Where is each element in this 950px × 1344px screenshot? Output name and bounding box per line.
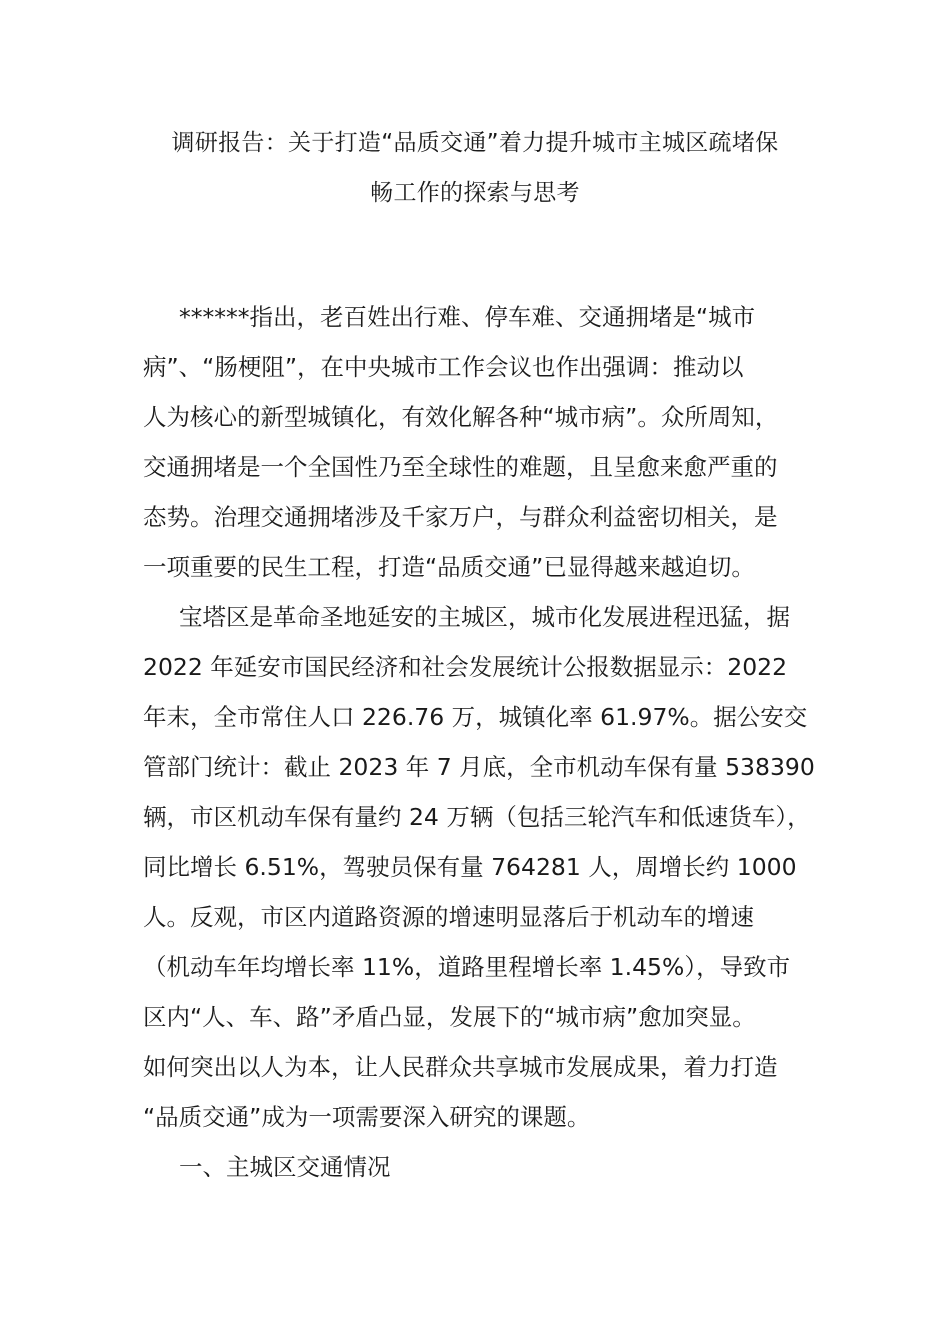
paragraph-line: ******指出，老百姓出行难、停车难、交通拥堵是“城市	[179, 303, 756, 331]
paragraph-line: （机动车年均增长率 11%，道路里程增长率 1.45%），导致市	[143, 953, 791, 981]
paragraph-line: 交通拥堵是一个全国性乃至全球性的难题，且呈愈来愈严重的	[143, 453, 778, 481]
document-body	[143, 292, 815, 1192]
paragraph-line: 人为核心的新型城镇化，有效化解各种“城市病”。众所周知，	[143, 403, 779, 431]
paragraph-line: 区内“人、车、路”矛盾凸显，发展下的“城市病”愈加突显。	[143, 1003, 756, 1031]
paragraph-line: “品质交通”成为一项需要深入研究的课题。	[143, 1103, 591, 1131]
paragraph-line: 一项重要的民生工程，打造“品质交通”已显得越来越迫切。	[143, 553, 755, 581]
section-heading: 一、主城区交通情况	[179, 1153, 391, 1181]
paragraph-1	[143, 292, 815, 592]
paragraph-line: 年末，全市常住人口 226.76 万，城镇化率 61.97%。据公安交	[143, 703, 808, 731]
paragraph-line: 病”、“肠梗阻”，在中央城市工作会议也作出强调：推动以	[143, 353, 744, 381]
paragraph-line: 如何突出以人为本，让人民群众共享城市发展成果，着力打造	[143, 1053, 778, 1081]
title-line-2: 畅工作的探索与思考	[370, 180, 580, 206]
paragraph-2	[143, 592, 815, 1142]
paragraph-line: 辆，市区机动车保有量约 24 万辆（包括三轮汽车和低速货车），	[143, 803, 811, 831]
document-title	[120, 118, 830, 218]
title-line-1: 调研报告：关于打造“品质交通”着力提升城市主城区疏堵保	[171, 130, 779, 156]
paragraph-line: 态势。治理交通拥堵涉及千家万户，与群众利益密切相关，是	[143, 503, 778, 531]
paragraph-line: 管部门统计：截止 2023 年 7 月底，全市机动车保有量 538390	[143, 753, 815, 781]
paragraph-line: 人。反观，市区内道路资源的增速明显落后于机动车的增速	[143, 903, 754, 931]
paragraph-line: 同比增长 6.51%，驾驶员保有量 764281 人，周增长约 1000	[143, 853, 797, 881]
paragraph-line: 2022 年延安市国民经济和社会发展统计公报数据显示：2022	[143, 653, 788, 681]
paragraph-line: 宝塔区是革命圣地延安的主城区，城市化发展进程迅猛，据	[179, 603, 790, 631]
